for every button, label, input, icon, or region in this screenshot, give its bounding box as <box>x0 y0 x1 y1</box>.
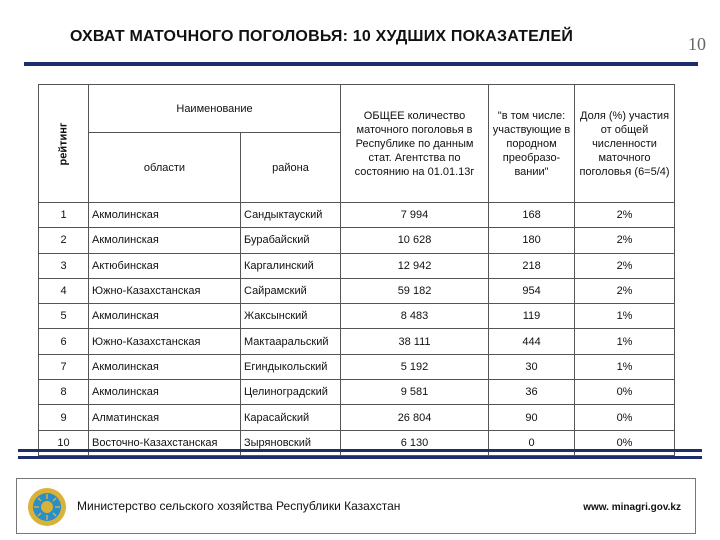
district-header: района <box>241 133 341 203</box>
participating-cell: 444 <box>489 329 575 354</box>
ministry-name: Министерство сельского хозяйства Республики Казахстан <box>77 499 401 513</box>
rank-cell: 6 <box>39 329 89 354</box>
district-cell: Мактааральский <box>241 329 341 354</box>
share-cell: 2% <box>575 253 675 278</box>
district-cell: Бурабайский <box>241 228 341 253</box>
region-header: области <box>89 133 241 203</box>
rank-cell: 1 <box>39 203 89 228</box>
total-cell: 59 182 <box>341 278 489 303</box>
table-row <box>39 329 675 354</box>
rank-cell: 7 <box>39 354 89 379</box>
site-url[interactable]: www. minagri.gov.kz <box>583 502 681 513</box>
region-cell: Восточно-Казахстанская <box>89 430 241 455</box>
share-cell: 1% <box>575 329 675 354</box>
share-cell: 1% <box>575 304 675 329</box>
page-title: ОХВАТ МАТОЧНОГО ПОГОЛОВЬЯ: 10 ХУДШИХ ПОКАЗАТЕЛЕЙ <box>70 28 574 45</box>
table-row <box>39 304 675 329</box>
table-row <box>39 278 675 303</box>
district-cell: Зыряновский <box>241 430 341 455</box>
share-cell: 2% <box>575 228 675 253</box>
total-cell: 38 111 <box>341 329 489 354</box>
region-cell: Южно-Казахстанская <box>89 329 241 354</box>
table-row <box>39 228 675 253</box>
footer-divider-bottom <box>18 456 702 459</box>
participating-cell: 90 <box>489 405 575 430</box>
table-row <box>39 405 675 430</box>
region-cell: Алматинская <box>89 405 241 430</box>
participating-cell: 180 <box>489 228 575 253</box>
footer-divider-top <box>18 449 702 452</box>
total-cell: 8 483 <box>341 304 489 329</box>
footer <box>16 478 696 534</box>
share-cell: 0% <box>575 380 675 405</box>
participating-cell: 218 <box>489 253 575 278</box>
rank-header-label: рейтинг <box>57 122 70 165</box>
table-row <box>39 253 675 278</box>
region-cell: Акмолинская <box>89 203 241 228</box>
region-cell: Акмолинская <box>89 304 241 329</box>
region-cell: Акмолинская <box>89 228 241 253</box>
total-cell: 6 130 <box>341 430 489 455</box>
table-row <box>39 203 675 228</box>
participating-cell: 30 <box>489 354 575 379</box>
title-divider <box>24 62 698 66</box>
participating-cell: 36 <box>489 380 575 405</box>
total-cell: 9 581 <box>341 380 489 405</box>
participating-cell: 0 <box>489 430 575 455</box>
district-cell: Жаксынский <box>241 304 341 329</box>
share-cell: 1% <box>575 354 675 379</box>
district-cell: Сайрамский <box>241 278 341 303</box>
total-cell: 26 804 <box>341 405 489 430</box>
total-cell: 7 994 <box>341 203 489 228</box>
rank-cell: 5 <box>39 304 89 329</box>
rank-cell: 3 <box>39 253 89 278</box>
share-cell: 0% <box>575 430 675 455</box>
total-cell: 10 628 <box>341 228 489 253</box>
district-cell: Егиндыкольский <box>241 354 341 379</box>
state-emblem-icon <box>27 487 67 527</box>
region-cell: Южно-Казахстанская <box>89 278 241 303</box>
rank-header <box>39 85 89 203</box>
table-row <box>39 354 675 379</box>
share-cell: 2% <box>575 278 675 303</box>
district-cell: Целиноградский <box>241 380 341 405</box>
participating-header: "в том числе: участвующие в породном преобразо-вании" <box>489 85 575 203</box>
region-cell: Актюбинская <box>89 253 241 278</box>
ranking-table <box>38 84 675 456</box>
page-number: 10 <box>688 34 706 54</box>
name-header: Наименование <box>89 85 341 133</box>
participating-cell: 168 <box>489 203 575 228</box>
participating-cell: 119 <box>489 304 575 329</box>
rank-cell: 2 <box>39 228 89 253</box>
rank-cell: 4 <box>39 278 89 303</box>
share-cell: 0% <box>575 405 675 430</box>
participating-cell: 954 <box>489 278 575 303</box>
region-cell: Акмолинская <box>89 354 241 379</box>
rank-cell: 10 <box>39 430 89 455</box>
rank-cell: 8 <box>39 380 89 405</box>
total-cell: 12 942 <box>341 253 489 278</box>
share-header: Доля (%) участия от общей численности маточного поголовья (6=5/4) <box>575 85 675 203</box>
table-row <box>39 380 675 405</box>
region-cell: Акмолинская <box>89 380 241 405</box>
district-cell: Каргалинский <box>241 253 341 278</box>
total-cell: 5 192 <box>341 354 489 379</box>
rank-cell: 9 <box>39 405 89 430</box>
share-cell: 2% <box>575 203 675 228</box>
total-header: ОБЩЕЕ количество маточного поголовья в Республике по данным стат. Агентства по состоянию на 01.01.13г <box>341 85 489 203</box>
district-cell: Карасайский <box>241 405 341 430</box>
district-cell: Сандыктауский <box>241 203 341 228</box>
